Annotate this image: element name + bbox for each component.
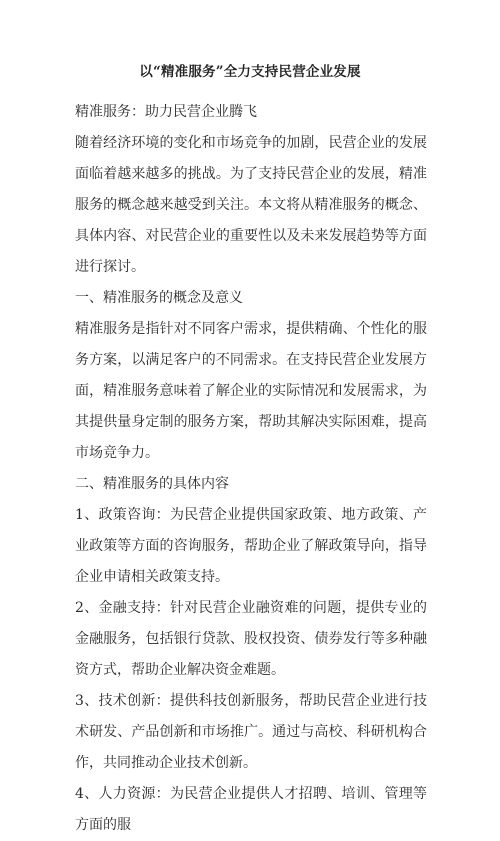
paragraph-subtitle: 精准服务：助力民营企业腾飞 — [75, 104, 257, 120]
section-heading-concept: 一、精准服务的概念及意义 — [75, 290, 243, 306]
paragraph-intro: 随着经济环境的变化和市场竞争的加剧，民营企业的发展面临着越来越多的挑战。为了支持民营企业的发展，精准服务的概念越来越受到关注。本文将从精准服务的概念、具体内容、对民营企业的重要性以及未来发展趋势等方面进行探讨。 — [75, 135, 427, 275]
paragraph-concept: 精准服务是指针对不同客户需求，提供精确、个性化的服务方案，以满足客户的不同需求。在支持民营企业发展方面，精准服务意味着了解企业的实际情况和发展需求，为其提供量身定制的服务方案，帮助其解决实际困难，提高市场竞争力。 — [75, 321, 427, 461]
document-body — [75, 97, 427, 841]
document-title: 以“精准服务”全力支持民营企业发展 — [139, 64, 361, 80]
list-item-hr: 4、人力资源：为民营企业提供人才招聘、培训、管理等方面的服 — [75, 786, 427, 833]
list-item-policy: 1、政策咨询：为民营企业提供国家政策、地方政策、产业政策等方面的咨询服务，帮助企业了解政策导向，指导企业申请相关政策支持。 — [75, 507, 427, 585]
list-item-finance: 2、金融支持：针对民营企业融资难的问题，提供专业的金融服务，包括银行贷款、股权投资、债券发行等多种融资方式，帮助企业解决资金难题。 — [75, 600, 427, 678]
section-heading-content: 二、精准服务的具体内容 — [75, 476, 229, 492]
list-item-technology: 3、技术创新：提供科技创新服务，帮助民营企业进行技术研发、产品创新和市场推广。通过与高校、科研机构合作，共同推动企业技术创新。 — [75, 693, 427, 771]
